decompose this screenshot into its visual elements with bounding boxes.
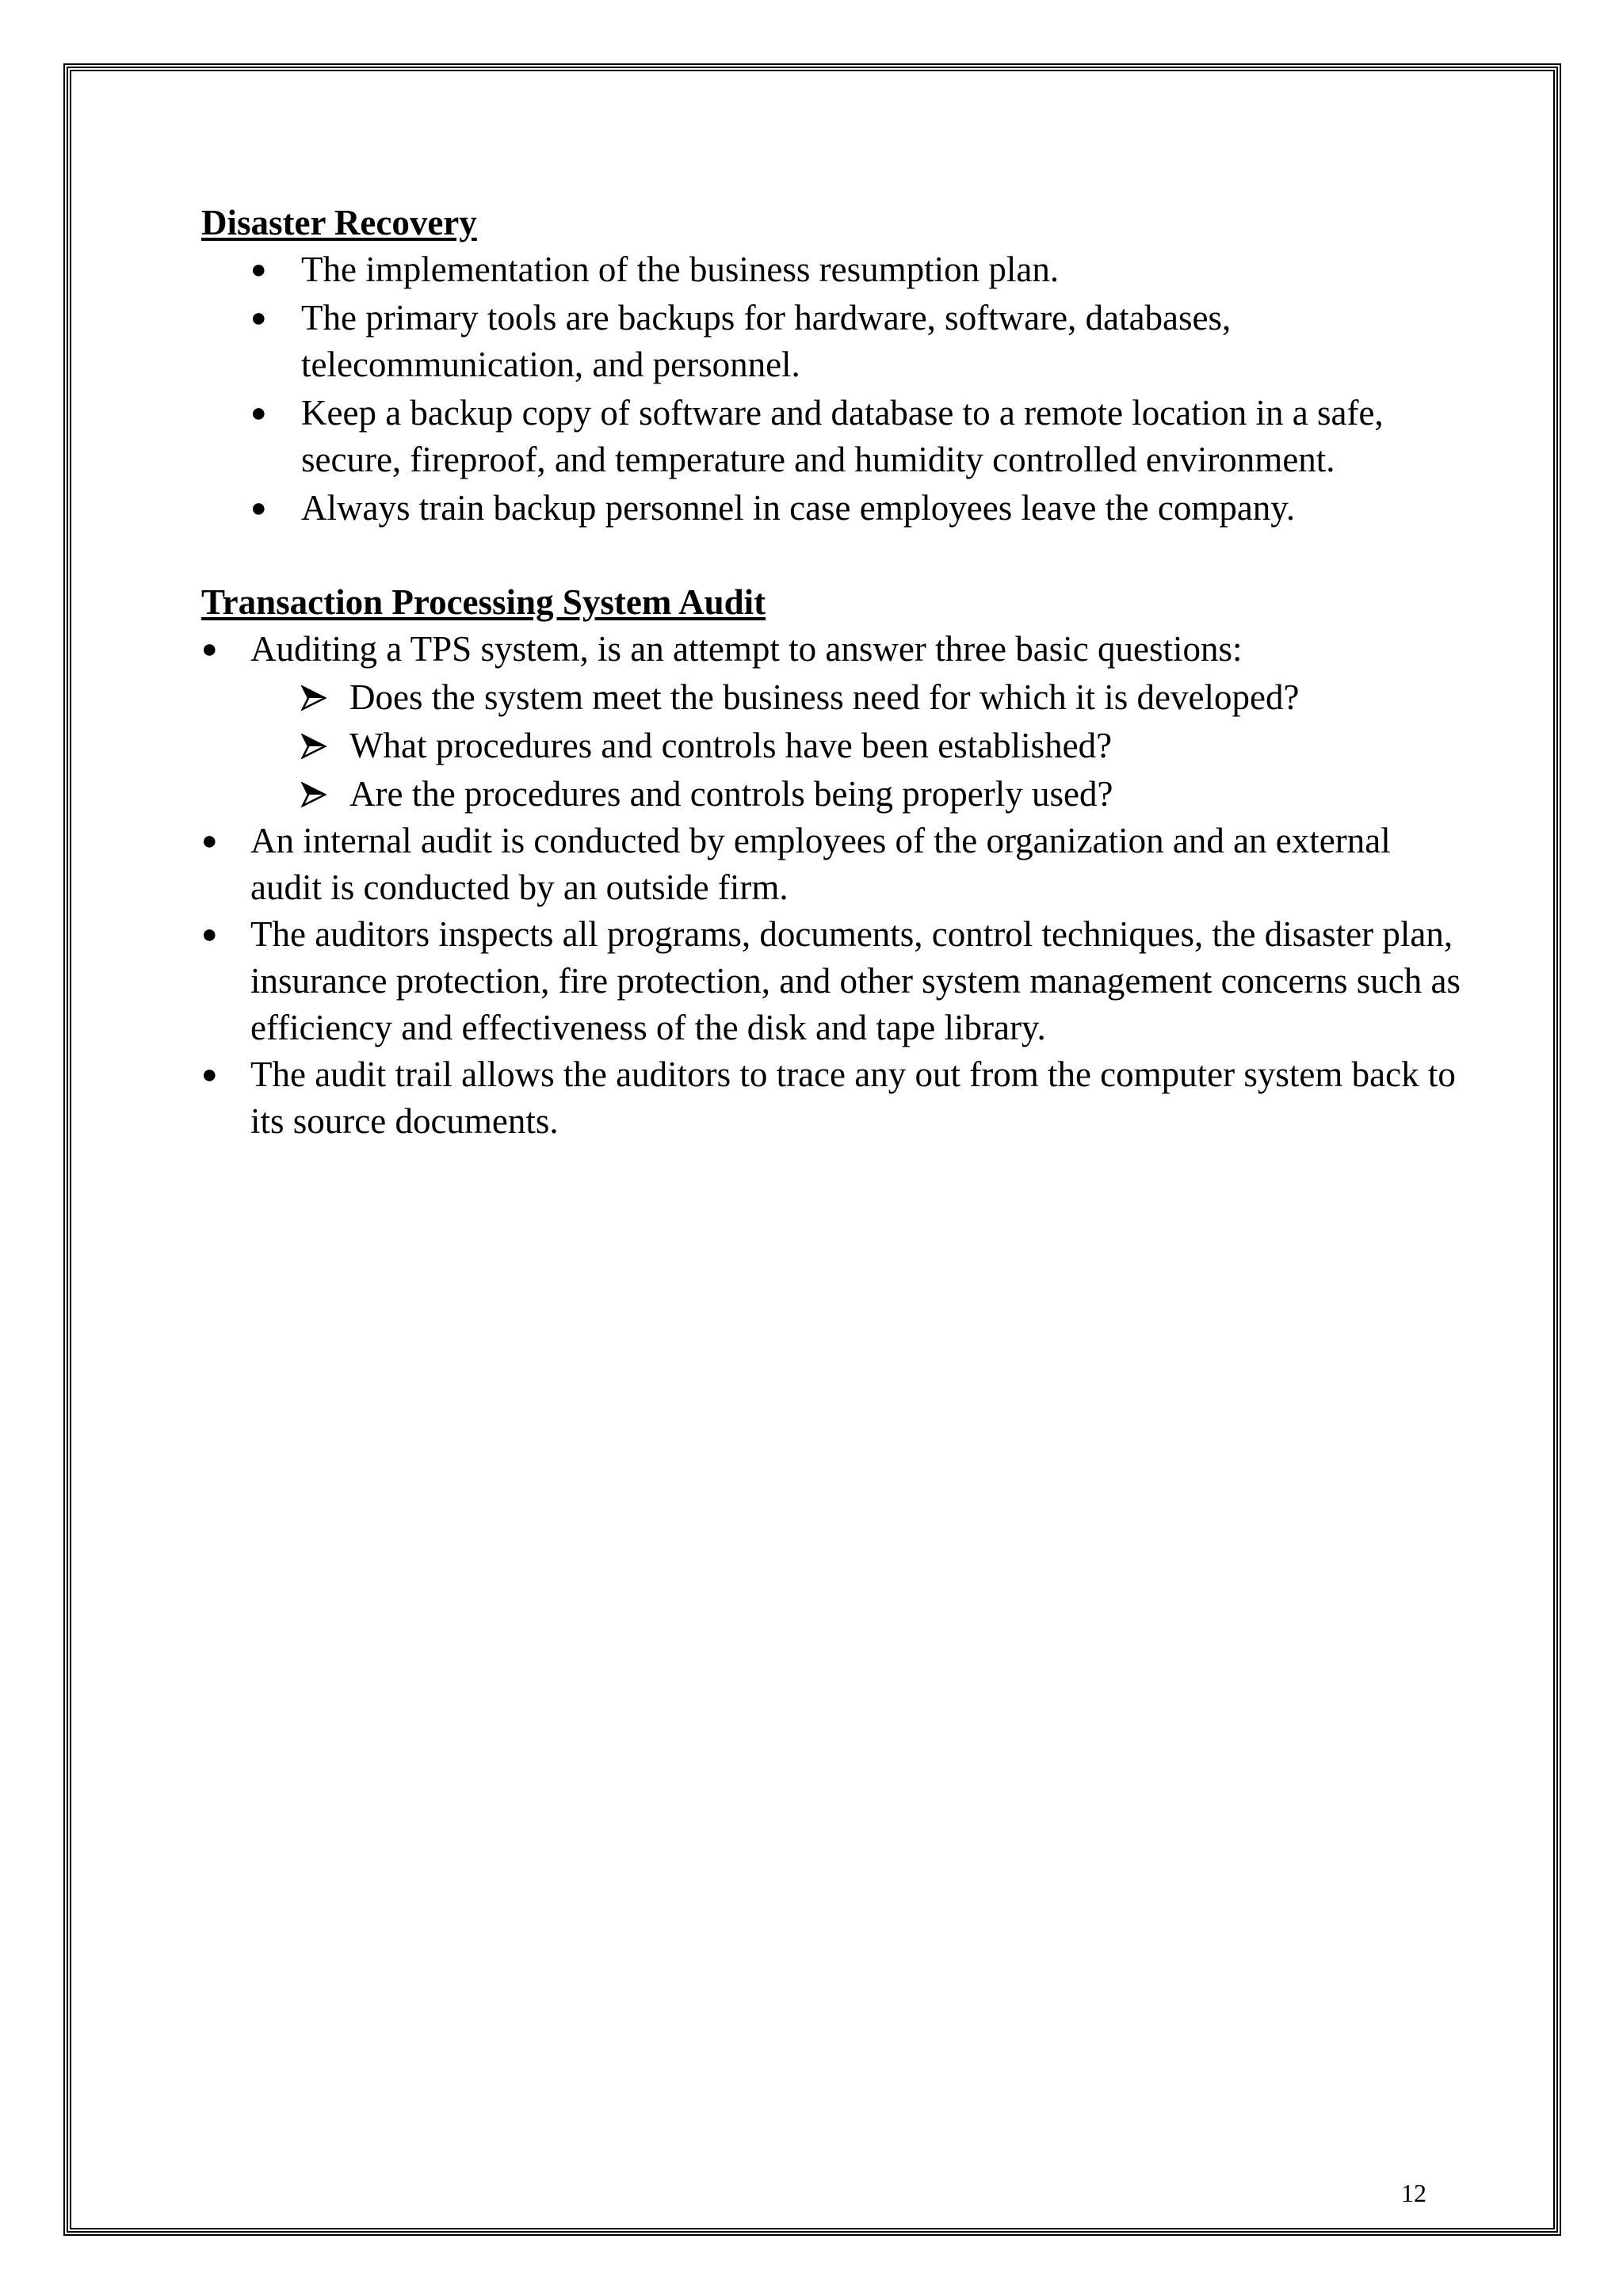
list-item-text: The audit trail allows the auditors to trace any out from the computer system back to its source documents.	[250, 1055, 1456, 1141]
list-item-text: Auditing a TPS system, is an attempt to answer three basic questions:	[250, 629, 1243, 669]
question-item	[201, 771, 1469, 818]
disaster-recovery-heading: Disaster Recovery	[201, 203, 477, 242]
question-text: Are the procedures and controls being properly used?	[349, 774, 1113, 814]
question-item	[201, 674, 1469, 721]
list-item	[201, 246, 1469, 293]
section-spacer	[201, 533, 1469, 579]
list-item-text: The auditors inspects all programs, documents, control techniques, the disaster plan, insurance protection, fire protection, and other system management concerns such as efficiency and effectiveness of the disk and tape library.	[250, 914, 1461, 1047]
audit-questions-list	[201, 674, 1469, 818]
list-item-text: An internal audit is conducted by employees of the organization and an external audit is conducted by an outside firm.	[250, 821, 1391, 907]
list-item	[201, 1051, 1469, 1145]
tps-audit-heading: Transaction Processing System Audit	[201, 582, 766, 622]
tps-audit-list-continued	[201, 818, 1469, 1145]
disaster-recovery-list	[201, 246, 1469, 532]
bullet-dot-icon: ●	[250, 303, 267, 333]
bullet-dot-icon: ●	[201, 635, 218, 664]
question-text: What procedures and controls have been established?	[349, 726, 1113, 765]
question-item	[201, 723, 1469, 769]
list-item	[201, 295, 1469, 388]
page-number: 12	[1401, 2179, 1426, 2207]
page-content	[201, 200, 1469, 1145]
question-text: Does the system meet the business need for which it is developed?	[349, 677, 1300, 717]
list-item	[201, 911, 1469, 1051]
arrowhead-icon	[301, 685, 327, 711]
bullet-dot-icon: ●	[201, 1060, 218, 1089]
bullet-dot-icon: ●	[201, 920, 218, 949]
list-item-text: Always train backup personnel in case employees leave the company.	[301, 488, 1296, 528]
bullet-dot-icon: ●	[201, 826, 218, 856]
bullet-dot-icon: ●	[250, 494, 267, 523]
list-item-text: Keep a backup copy of software and database to a remote location in a safe, secure, fireproof, and temperature and humidity controlled environment.	[301, 393, 1384, 479]
arrowhead-icon	[301, 734, 327, 759]
list-item	[201, 818, 1469, 911]
list-item	[201, 485, 1469, 532]
list-item-text: The implementation of the business resumption plan.	[301, 250, 1060, 289]
tps-audit-list	[201, 626, 1469, 673]
bullet-dot-icon: ●	[250, 255, 267, 284]
list-item	[201, 626, 1469, 673]
list-item	[201, 390, 1469, 483]
arrowhead-icon	[301, 782, 327, 807]
list-item-text: The primary tools are backups for hardware, software, databases, telecommunication, and personnel.	[301, 298, 1232, 384]
bullet-dot-icon: ●	[250, 399, 267, 428]
